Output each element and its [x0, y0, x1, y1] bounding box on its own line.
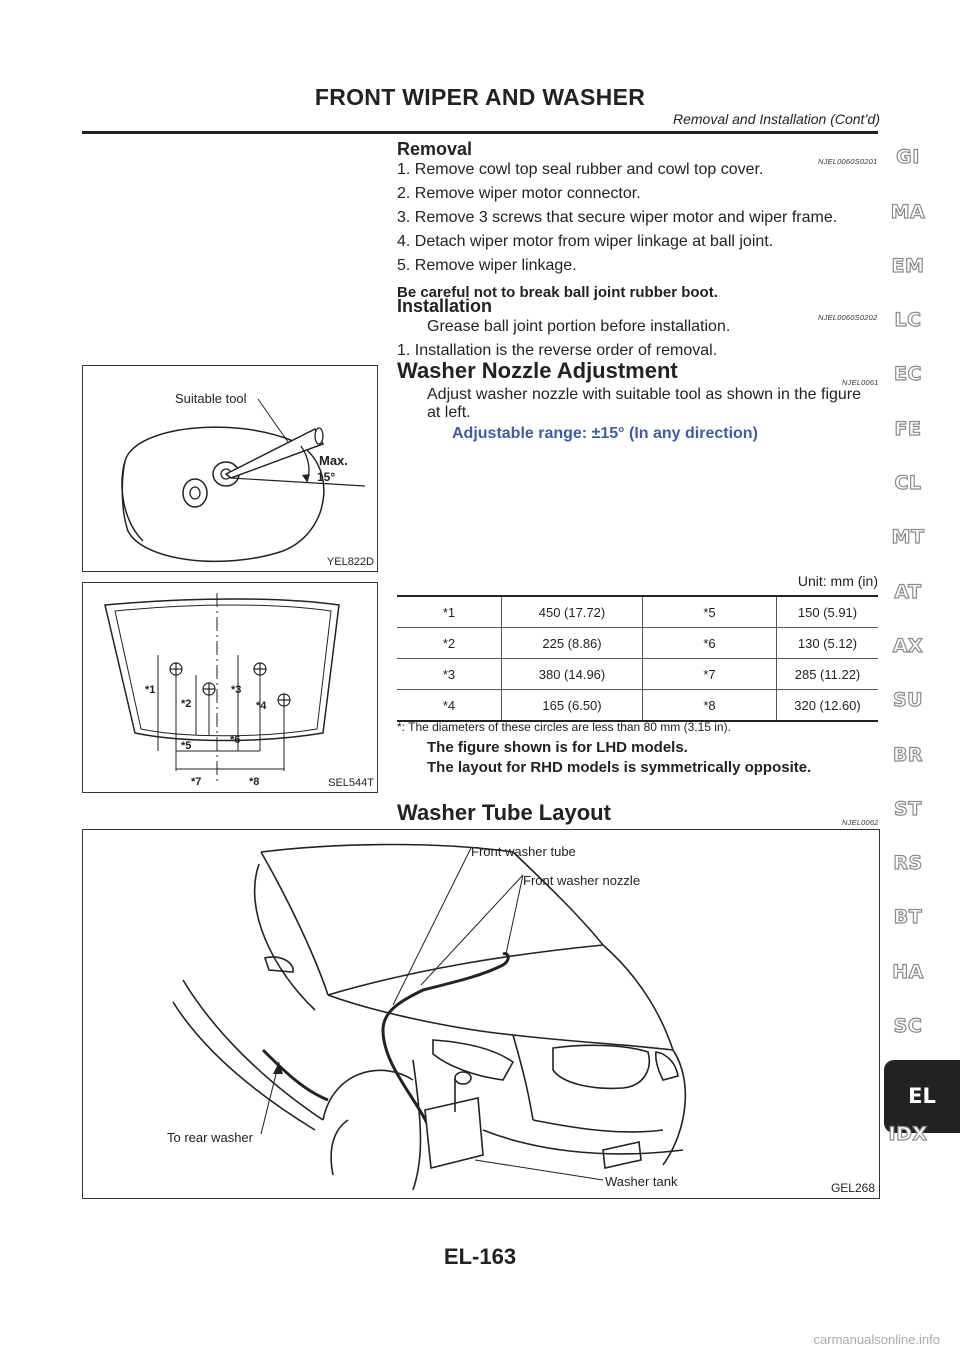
tab-cl[interactable]: CL: [894, 472, 922, 494]
tab-su[interactable]: SU: [892, 689, 924, 711]
mark-2: *2: [181, 698, 192, 710]
table-cell: 130 (5.12): [777, 628, 879, 659]
lhd-note: The figure shown is for LHD models.: [427, 739, 688, 756]
mark-8: *8: [249, 776, 260, 788]
figure-label-gel268: GEL268: [830, 1181, 875, 1195]
table-row: [397, 628, 878, 659]
tab-ax[interactable]: AX: [892, 635, 924, 657]
tab-sc[interactable]: SC: [893, 1015, 923, 1037]
nozzle-line-1: Adjust washer nozzle with suitable tool as shown in the figure: [427, 386, 862, 403]
watermark: carmanualsonline.info: [813, 1332, 940, 1347]
removal-ref: NJEL0060S0201: [818, 157, 878, 166]
page-number: EL-163: [443, 1244, 517, 1269]
tab-br[interactable]: BR: [892, 744, 924, 766]
table-cell: *3: [442, 666, 456, 682]
max-label: Max.: [319, 453, 348, 468]
table-row: [397, 690, 878, 722]
mark-3: *3: [231, 684, 242, 696]
removal-step-1: 1. Remove cowl top seal rubber and cowl top cover.: [397, 161, 764, 178]
removal-caution: Be careful not to break ball joint rubber boot.: [397, 284, 718, 301]
nozzle-position-figure: [82, 582, 378, 793]
installation-heading: Installation: [397, 296, 493, 316]
table-row: [397, 659, 878, 690]
tab-ha[interactable]: HA: [892, 961, 924, 983]
washer-tube-figure: [82, 829, 880, 1199]
windshield-illustration: [83, 583, 377, 792]
mark-1: *1: [145, 684, 156, 696]
table-cell: 320 (12.60): [777, 690, 879, 722]
tab-em[interactable]: EM: [891, 255, 925, 277]
tab-lc[interactable]: LC: [894, 309, 922, 331]
front-washer-nozzle-label: Front washer nozzle: [523, 873, 641, 888]
removal-step-5: 5. Remove wiper linkage.: [397, 257, 577, 274]
washer-tank-label: Washer tank: [605, 1174, 678, 1189]
mark-4: *4: [256, 700, 267, 712]
mark-5: *5: [181, 740, 192, 752]
table-cell: 150 (5.91): [777, 596, 879, 628]
adjustable-range: Adjustable range: ±15° (In any direction): [452, 425, 758, 442]
page-subtitle: Removal and Installation (Cont’d): [673, 111, 880, 127]
table-cell: *1: [442, 604, 456, 620]
figure-label-yel822d: YEL822D: [326, 556, 374, 568]
table-unit: Unit: mm (in): [797, 573, 878, 589]
tab-mt[interactable]: MT: [891, 526, 925, 548]
table-cell: 285 (11.22): [777, 659, 879, 690]
front-washer-tube-label: Front washer tube: [471, 844, 576, 859]
tool-label: Suitable tool: [175, 391, 247, 406]
tab-at[interactable]: AT: [894, 581, 922, 603]
table-cell: *5: [643, 596, 777, 628]
installation-step-1: 1. Installation is the reverse order of removal.: [397, 342, 718, 359]
table-cell: 165 (6.50): [502, 690, 643, 722]
nozzle-tool-figure: [82, 365, 378, 572]
tab-gi[interactable]: GI: [896, 146, 920, 168]
installation-ref: NJEL0060S0202: [818, 313, 878, 322]
table-cell: 225 (8.86): [502, 628, 643, 659]
tab-st[interactable]: ST: [894, 798, 922, 820]
header-rule: [82, 131, 878, 134]
table-cell: *6: [643, 628, 777, 659]
removal-step-2: 2. Remove wiper motor connector.: [397, 185, 641, 202]
removal-step-4: 4. Detach wiper motor from wiper linkage at ball joint.: [397, 233, 774, 250]
figure-label-sel544t: SEL544T: [328, 777, 374, 789]
table-cell: 450 (17.72): [502, 596, 643, 628]
page-title: FRONT WIPER AND WASHER: [314, 84, 646, 110]
tab-idx[interactable]: IDX: [888, 1123, 928, 1145]
tab-ec[interactable]: EC: [894, 363, 922, 385]
angle-label: 15°: [317, 470, 336, 484]
installation-note: Grease ball joint portion before installation.: [427, 318, 731, 335]
removal-heading: Removal: [397, 139, 473, 159]
nozzle-line-2: at left.: [427, 404, 471, 421]
table-cell: *2: [442, 635, 456, 651]
nozzle-tool-illustration: [83, 366, 377, 571]
table-footnote: *: The diameters of these circles are less than 80 mm (3.15 in).: [397, 720, 731, 734]
removal-step-3: 3. Remove 3 screws that secure wiper motor and wiper frame.: [397, 209, 838, 226]
mark-7: *7: [191, 776, 202, 788]
rhd-note: The layout for RHD models is symmetrically opposite.: [427, 759, 812, 776]
car-washer-illustration: [83, 830, 879, 1198]
tab-bt[interactable]: BT: [893, 906, 923, 928]
mark-6: *6: [230, 734, 241, 746]
table-cell: *4: [442, 697, 456, 713]
rear-washer-label: To rear washer: [167, 1130, 253, 1145]
table-row: [397, 596, 878, 628]
tube-heading: Washer Tube Layout: [397, 800, 611, 825]
table-cell: *7: [643, 659, 777, 690]
table-cell: 380 (14.96): [502, 659, 643, 690]
nozzle-dimension-table: [397, 595, 878, 722]
nozzle-ref: NJEL0061: [842, 378, 879, 387]
tube-ref: NJEL0062: [842, 818, 879, 827]
tab-el-active[interactable]: EL: [884, 1060, 960, 1133]
nozzle-heading: Washer Nozzle Adjustment: [397, 358, 678, 383]
tab-rs[interactable]: RS: [893, 852, 923, 874]
table-cell: *8: [643, 690, 777, 722]
tab-fe[interactable]: FE: [894, 418, 922, 440]
tab-ma[interactable]: MA: [890, 201, 926, 223]
